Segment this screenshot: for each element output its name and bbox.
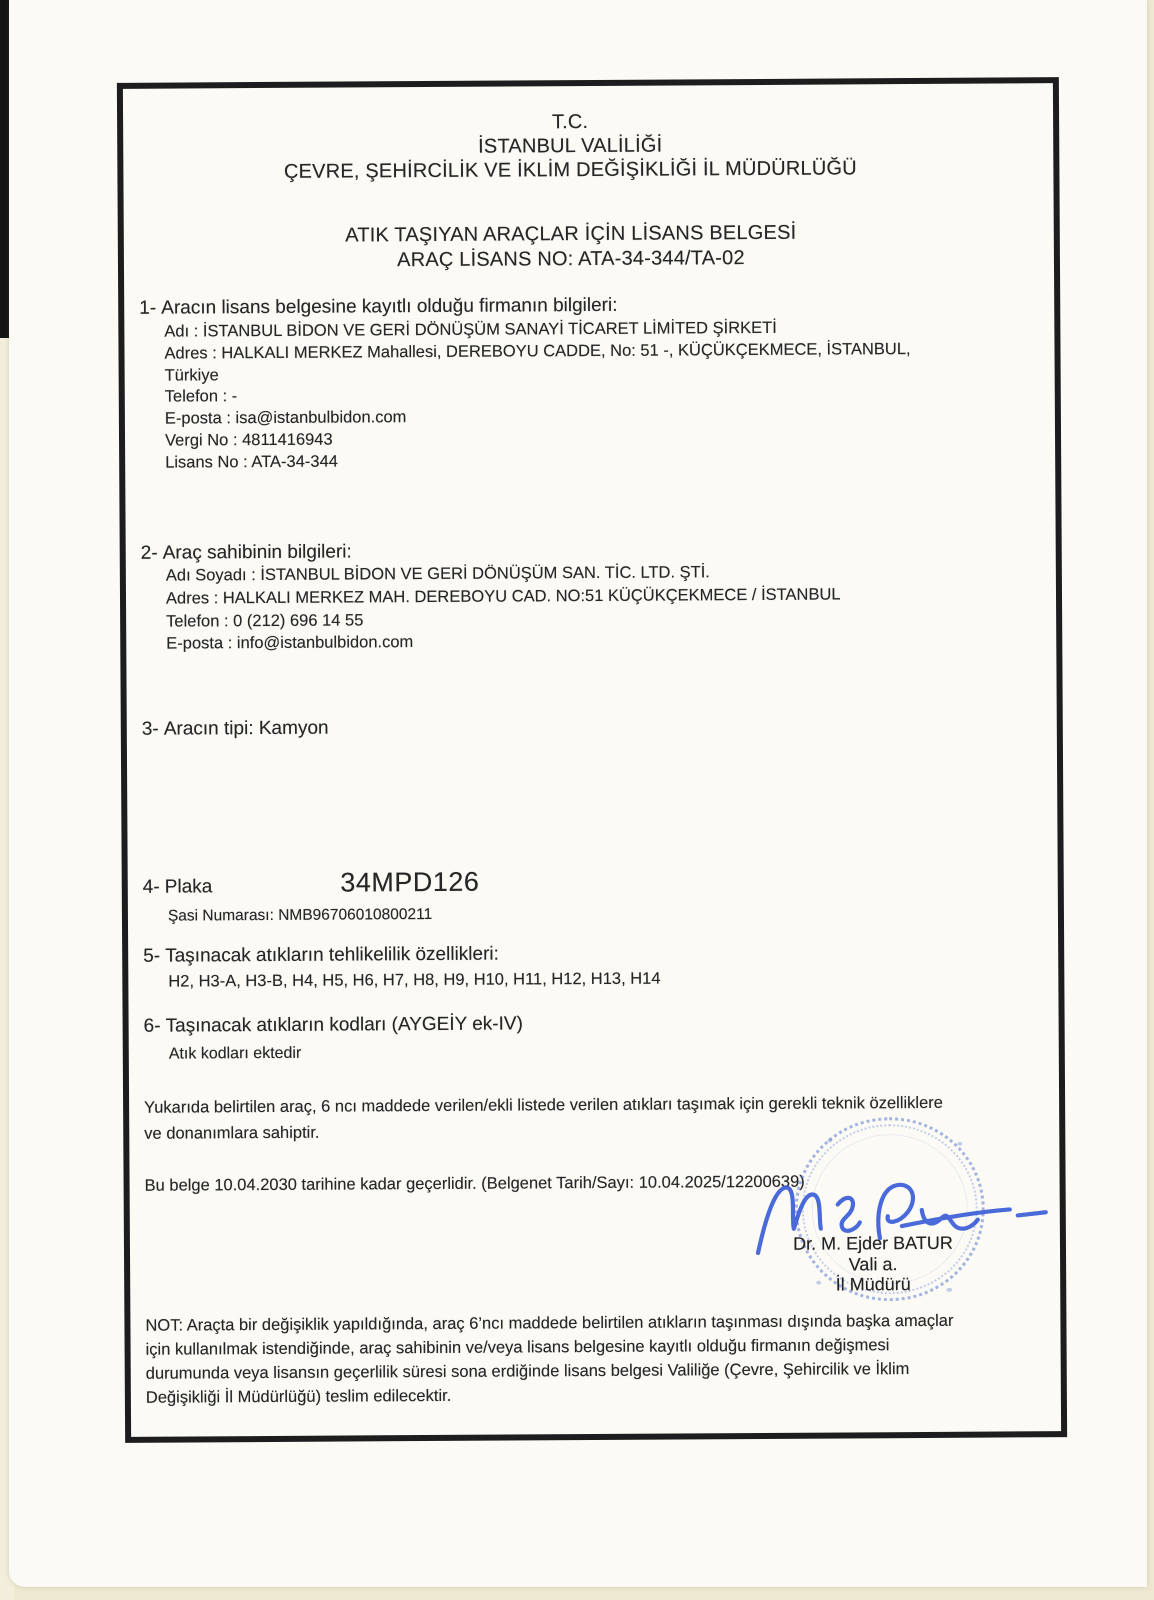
section-5-heading (143, 944, 499, 968)
signer-name: Dr. M. Ejder BATUR (793, 1232, 953, 1254)
signature-stroke-tail (902, 1209, 1010, 1226)
letterhead-governorship: İSTANBUL VALİLİĞİ (478, 134, 663, 158)
vehicle-type-line: Aracın tipi: Kamyon (163, 717, 329, 740)
signature-stroke-s (838, 1198, 860, 1231)
company-email-line: E-posta : isa@istanbulbidon.com (164, 408, 407, 428)
signature-stroke-loop (878, 1185, 913, 1239)
plate-number: 34MPD126 (340, 866, 480, 898)
company-address-line-2: Türkiye (164, 365, 219, 385)
owner-phone-line: Telefon : 0 (212) 696 14 55 (166, 610, 364, 631)
company-tax-no-line: Vergi No : 4811416943 (164, 430, 333, 450)
owner-name-line: Adı Soyadı : İSTANBUL BİDON VE GERİ DÖNÜŞÜM SAN. TİC. LTD. ŞTİ. (165, 563, 710, 585)
technical-statement (144, 1090, 943, 1147)
return-note-line-2: için kullanılmak istendiğinde, araç sahibinin ve/veya lisans belgesine kayıtlı olduğu firmanın değişmesi (145, 1336, 890, 1359)
signature-stroke-dash (1018, 1212, 1046, 1215)
section-1-details (164, 317, 911, 474)
company-phone-line: Telefon : - (164, 387, 238, 406)
section-6-title: Taşınacak atıkların kodları (AYGEİY ek-IV) (165, 1013, 523, 1037)
company-license-no-line: Lisans No : ATA-34-344 (165, 452, 338, 472)
signer-title-director: İl Müdürü (835, 1274, 911, 1295)
certificate-border-frame (117, 77, 1067, 1443)
section-2-title: Araç sahibinin bilgileri: (162, 541, 352, 564)
plate-label: Plaka (164, 876, 213, 898)
section-5-title: Taşınacak atıkların tehlikelilik özellikleri: (165, 943, 499, 967)
validity-line: Bu belge 10.04.2030 tarihine kadar geçerlidir. (Belgenet Tarih/Sayı: 10.04.2025/12200639) (144, 1172, 805, 1195)
signer-title-deputy: Vali a. (848, 1253, 898, 1274)
stamp-speckle (827, 1139, 832, 1143)
section-4-number: 4- (142, 876, 160, 898)
scanner-edge-shadow (0, 0, 9, 338)
return-note-line-4: Değişikliği İl Müdürlüğü) teslim edilecektir. (145, 1386, 452, 1407)
section-2-details (166, 560, 841, 655)
section-1-title: Aracın lisans belgesine kayıtlı olduğu firmanın bilgileri: (161, 294, 618, 319)
letterhead-state: T.C. (551, 111, 589, 134)
return-note (145, 1309, 954, 1410)
return-note-line-3: durumunda veya lisansın geçerlilik süresi sona erdiğinde lisans belgesi Valiliğe (Çevre, Şehircilik ve İklim (145, 1360, 910, 1383)
letterhead-directorate: ÇEVRE, ŞEHİRCİLİK VE İKLİM DEĞİŞİKLİĞİ İL MÜDÜRLÜĞÜ (283, 157, 857, 183)
title-line: ATIK TAŞIYAN ARAÇLAR İÇİN LİSANS BELGESİ (345, 221, 797, 247)
section-6-number: 6- (143, 1015, 161, 1037)
waste-codes-attachment-line: Atık kodları ektedir (168, 1044, 302, 1063)
hazard-codes-line: H2, H3-A, H3-B, H4, H5, H6, H7, H8, H9, H10, H11, H12, H13, H14 (168, 969, 661, 991)
owner-email-line: E-posta : info@istanbulbidon.com (166, 633, 414, 653)
letterhead (123, 107, 1017, 184)
return-note-line-1: NOT: Araçta bir değişiklik yapıldığında, araç 6’ncı maddede belirtilen atıkların taşınması dışında başka amaçlar (145, 1311, 954, 1335)
section-2-number: 2- (140, 542, 158, 564)
license-number-line: ARAÇ LİSANS NO: ATA-34-344/TA-02 (397, 247, 745, 272)
technical-statement-line-2: ve donanımlara sahiptir. (144, 1123, 320, 1143)
company-address-line-1: Adres : HALKALI MERKEZ Mahallesi, DEREBOYU CADDE, No: 51 -, KÜÇÜKÇEKMECE, İSTANBUL, (164, 339, 911, 363)
document-page (9, 0, 1147, 1587)
section-4-heading (143, 867, 480, 900)
chassis-number-line: Şasi Numarası: NMB96706010800211 (167, 905, 433, 925)
owner-address-line: Adres : HALKALI MERKEZ MAH. DEREBOYU CAD. NO:51 KÜÇÜKÇEKMECE / İSTANBUL (165, 585, 841, 608)
section-1-number: 1- (139, 297, 157, 319)
signer-block (743, 1232, 1003, 1295)
section-6-heading (144, 1013, 523, 1037)
stamp-speckle (957, 1142, 962, 1146)
section-1-heading (139, 295, 617, 320)
section-5-number: 5- (143, 945, 161, 967)
section-3-number: 3- (141, 718, 159, 740)
section-3-heading (142, 718, 329, 741)
company-name-line: Adı : İSTANBUL BİDON VE GERİ DÖNÜŞÜM SANAYİ TİCARET LİMİTED ŞİRKETİ (164, 318, 777, 341)
technical-statement-line-1: Yukarıda belirtilen araç, 6 ncı maddede verilen/ekli listede verilen atıkları taşımak için gerekli teknik özelliklere (144, 1093, 943, 1117)
document-title (124, 219, 1018, 274)
section-2-heading (141, 541, 352, 564)
